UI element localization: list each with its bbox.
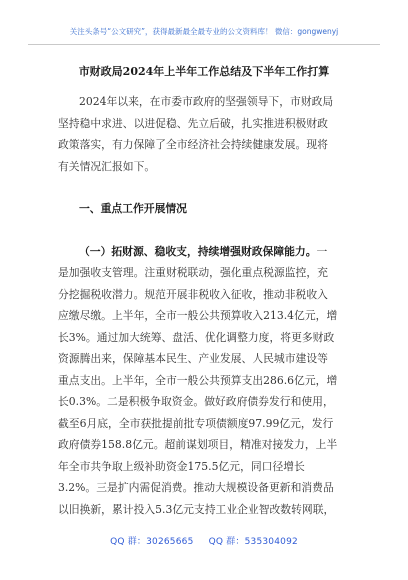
header-divider xyxy=(28,44,380,45)
intro-line: 2024年以来，在市委市政府的坚强领导下，市财政局 xyxy=(79,95,334,108)
intro-line: 有关情况汇报如下。 xyxy=(58,159,156,173)
intro-line: 政策落实，有力保障了全市经济社会持续健康发展。现将 xyxy=(58,138,328,151)
paragraph-spacer xyxy=(58,220,360,241)
body-line: 截至6月底，全市获批提前批专项债额度97.99亿元，发行 xyxy=(58,416,334,430)
intro-line: 坚持稳中求进、以进促稳、先立后破，扎实推进积极财政 xyxy=(58,116,328,130)
body-line: 长3%。通过加大统筹、盘活、优化调整力度，将更多财政 xyxy=(58,330,335,344)
subsection-heading: （一）拓财源、稳收支，持续增强财政保障能力。 xyxy=(79,244,317,258)
body-line: 年全市共争取上级补助资金175.5亿元，同口径增长 xyxy=(58,459,305,473)
paragraph-spacer xyxy=(58,177,360,198)
body-line: 是加强收支管理。注重财税联动，强化重点税源监控，充 xyxy=(58,266,328,279)
footer-qq-group-right: QQ 群：535304092 xyxy=(208,537,298,547)
footer-qq-group-left: QQ 群：30265665 xyxy=(110,537,194,547)
body-line: 资源腾出来，保障基本民生、产业发展、人民城市建设等 xyxy=(58,352,328,365)
document-body xyxy=(58,91,360,520)
body-line: 长0.3%。二是积极争取资金。做好政府债券发行和使用， xyxy=(58,395,334,408)
body-line: 3.2%。三是扩内需促消费。推动大规模设备更新和消费品 xyxy=(58,481,334,494)
subsection-heading-line xyxy=(58,241,360,263)
subsection-heading-tail: 一 xyxy=(316,244,328,258)
body-line: 应缴尽缴。上半年，全市一般公共预算收入213.4亿元，增 xyxy=(58,309,338,322)
body-line: 分挖掘税收潜力。规范开展非税收入征收，推动非税收入 xyxy=(58,287,328,301)
body-line: 政府债券158.8亿元。超前谋划项目，精准对接发力，上半 xyxy=(58,438,338,451)
body-line: 重点支出。上半年，全市一般公共预算支出286.6亿元，增 xyxy=(58,373,338,387)
footer-contact xyxy=(0,534,408,547)
section-heading: 一、重点工作开展情况 xyxy=(79,202,187,215)
header-banner: 关注头条号“公文研究”，获得最新最全最专业的公文资料库！ 微信：gongwenyj xyxy=(69,27,339,36)
document-title: 市财政局2024年上半年工作总结及下半年工作打算 xyxy=(78,65,330,78)
body-line: 以旧换新，累计投入5.3亿元支持工业企业智改数转网联， xyxy=(58,502,335,516)
